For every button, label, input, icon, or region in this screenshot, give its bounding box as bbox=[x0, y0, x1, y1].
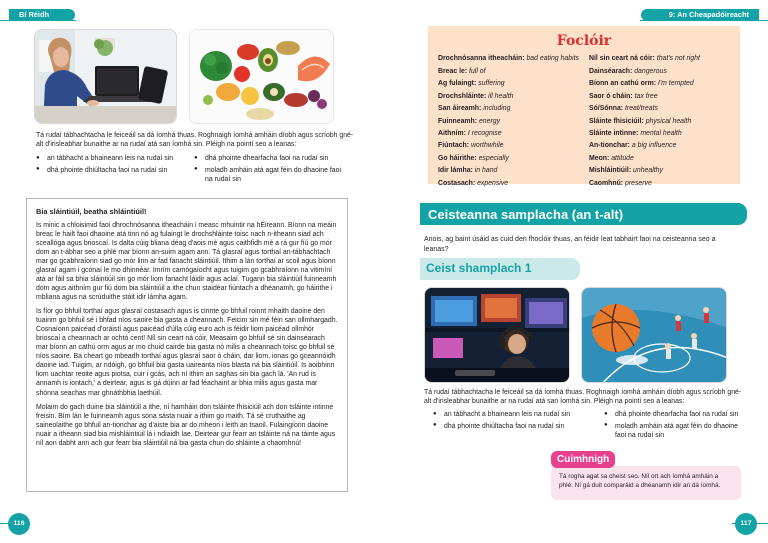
glossary-term: Sláinte intinne: bbox=[589, 129, 639, 137]
list-item: ● moladh amháin atá agat féin do dhaoine faoi na rudaí sin bbox=[604, 423, 744, 441]
section-heading: Ceisteanna samplacha (an t-alt) bbox=[420, 203, 747, 225]
glossary-meaning: energy bbox=[478, 117, 501, 125]
glossary-term: Mishláintiúil: bbox=[589, 167, 632, 175]
page-number-right: 117 bbox=[735, 513, 757, 535]
list-item: ● an tábhacht a bhaineann leis na rudaí sin bbox=[433, 411, 593, 420]
glossary-term: Ag fulaingt: bbox=[438, 80, 477, 88]
essay-title: Bia sláintiúil, beatha shláintiúil! bbox=[36, 207, 147, 216]
glossary-meaning: bad eating habits bbox=[526, 55, 579, 63]
glossary-entry bbox=[589, 128, 730, 140]
glossary-meaning: I'm tempted bbox=[657, 80, 694, 88]
glossary-term: Bíonn an cathú orm: bbox=[589, 80, 656, 88]
glossary-term: San áireamh: bbox=[438, 105, 482, 113]
glossary-meaning: in hand bbox=[474, 167, 498, 175]
glossary-meaning: attitude bbox=[611, 154, 634, 162]
list-item: ● moladh amháin atá agat féin do dhaoine faoi na rudaí sin bbox=[194, 167, 344, 185]
list-item: ● dhá phointe dhiúltacha faoi na rudaí sin bbox=[36, 167, 186, 176]
section-question: Anois, ag baint úsáid as cuid den fhoclóir thuas, an féidir leat tabhairt faoi na ceisteanna seo a leanas? bbox=[424, 236, 716, 253]
list-item: ● an tábhacht a bhaineann leis na rudaí sin bbox=[36, 155, 186, 164]
glossary-column-2 bbox=[589, 53, 730, 189]
glossary-entry bbox=[438, 91, 579, 103]
glossary-meaning: including bbox=[483, 105, 511, 113]
glossary-entry bbox=[589, 91, 730, 103]
healthy-food-photo bbox=[189, 29, 334, 124]
glossary-term: Saor ó cháin: bbox=[589, 92, 633, 100]
basketball-illustration bbox=[582, 288, 727, 383]
glossary-meaning: preserve bbox=[625, 179, 652, 187]
glossary-meaning: dangerous bbox=[634, 67, 667, 75]
glossary-title: Foclóir bbox=[556, 33, 612, 49]
glossary-term: Breac le: bbox=[438, 67, 468, 75]
running-head-right: 9: An Cheapadóireacht bbox=[641, 9, 759, 21]
glossary-term: Go háirithe: bbox=[438, 154, 477, 162]
right-bullets-col2 bbox=[604, 411, 744, 444]
glossary-entry bbox=[589, 66, 730, 78]
glossary-term: Drochnósanna itheacháin: bbox=[438, 55, 525, 63]
glossary-term: Fiúntach: bbox=[438, 142, 470, 150]
glossary-meaning: especially bbox=[478, 154, 509, 162]
glossary-meaning: physical health bbox=[645, 117, 692, 125]
glossary-term: Níl sin ceart ná cóir: bbox=[589, 55, 655, 63]
glossary-entry bbox=[589, 165, 730, 177]
reminder-text: Tá rogha agat sa cheist seo. Níl ort ach íomhá amháin a phlé. Ní gá duit comparáid a dhéanamh idir an dá íomhá. bbox=[559, 473, 721, 489]
glossary-meaning: a big influence bbox=[631, 142, 677, 150]
gamer-photo bbox=[424, 287, 570, 383]
glossary-entry bbox=[589, 78, 730, 90]
basketball-photo bbox=[581, 287, 727, 383]
right-caption: Tá rudaí tábhachtacha le feiceáil sa dá íomhá thuas. Roghnaigh íomhá amháin díobh agus scríobh gné-alt d'irisleabhar bunaithe ar na rudaí atá san íomhá sin. Pléigh na pointí seo a leanas: bbox=[424, 389, 742, 406]
office-worker-photo bbox=[34, 29, 177, 124]
glossary-term: Dainséarach: bbox=[589, 67, 633, 75]
glossary-entry bbox=[438, 140, 579, 152]
glossary-entry bbox=[438, 165, 579, 177]
glossary-entry bbox=[438, 116, 579, 128]
glossary-meaning: suffering bbox=[478, 80, 505, 88]
glossary-entry bbox=[589, 140, 730, 152]
office-worker-illustration bbox=[35, 30, 177, 124]
glossary-term: Idir lámha: bbox=[438, 167, 473, 175]
glossary-entry bbox=[438, 53, 579, 65]
sample-essay-box bbox=[26, 198, 348, 492]
list-item: ● dhá phointe dhearfacha faoi na rudaí sin bbox=[604, 411, 744, 420]
glossary-meaning: full of bbox=[469, 67, 486, 75]
glossary-entry bbox=[438, 66, 579, 78]
glossary-entry bbox=[589, 178, 730, 190]
healthy-food-illustration bbox=[190, 30, 334, 124]
glossary-entry bbox=[438, 178, 579, 190]
glossary-entry bbox=[589, 153, 730, 165]
glossary-meaning: treat/treats bbox=[625, 105, 658, 113]
essay-paragraph-1: Is minic a chloisimid faoi dhrochnósanna itheacháin i measc mhuintir na hÉireann. Bíonn na meáin breac le hailt faoi dhaoine atá tinn nó ag fulaingt le drochshláinte toisc nach n-itheann siad ach sceallóga agus brioscaí. Is dalta cúig bliana déag d'aois mé agus caithfidh mé a rá gur fíú go mór dom an t-ábhar seo a phlé mar bíonn an-suim agam ann. Tá glasraí agus torthaí an-tábhachtach mar go gcabhraíonn siad go mór linn ar fad fanacht sláintiúil. Ithim a lán torthaí ar scoil agus bíonn glasraí agam i gcónaí le mo dhinnéar. Imrím camógaíocht agus tuigim go gcabhraíonn na vitimíní atá ar fáil sa bhia sláintiúil sin go mór liom fanacht láidir agus aclaí. Tugann bia sláintiúil fuinneamh dom agus aithním gur fiú dom bia sláintiúil a ithe chun staidéar fiúntach a dhéanamh, go háirithe i mbliana agus na scrúduithe stáit idir lámha agam. bbox=[36, 221, 337, 302]
reminder-note bbox=[551, 466, 741, 500]
glossary-term: Aithním: bbox=[438, 129, 466, 137]
list-item: ● dhá phointe dhearfacha faoi na rudaí sin bbox=[194, 155, 344, 164]
glossary-term: Meon: bbox=[589, 154, 610, 162]
example-heading: Ceist shamplach 1 bbox=[420, 258, 580, 280]
left-bullets-col1 bbox=[36, 155, 186, 179]
glossary-meaning: ill health bbox=[488, 92, 514, 100]
glossary-term: Fuinneamh: bbox=[438, 117, 478, 125]
glossary-entry bbox=[438, 78, 579, 90]
gamer-illustration bbox=[425, 288, 570, 383]
glossary-term: An-tionchar: bbox=[589, 142, 630, 150]
right-bullets-col1 bbox=[433, 411, 593, 435]
glossary-entry bbox=[438, 103, 579, 115]
glossary-meaning: tax free bbox=[634, 92, 658, 100]
glossary-entry bbox=[589, 103, 730, 115]
glossary-meaning: I recognise bbox=[467, 129, 502, 137]
glossary-term: Drochshláinte: bbox=[438, 92, 487, 100]
running-head-left: Bí Réidh bbox=[9, 9, 75, 21]
glossary-term: Só/Sónna: bbox=[589, 105, 624, 113]
list-item: ● dhá phointe dhiúltacha faoi na rudaí sin bbox=[433, 423, 593, 432]
glossary-entry bbox=[438, 153, 579, 165]
glossary-meaning: worthwhile bbox=[470, 142, 504, 150]
left-caption: Tá rudaí tábhachtacha le feiceáil sa dá íomhá thuas. Roghnaigh íomhá amháin díobh agus scríobh gné-alt d'irisleabhar bunaithe ar na rudaí atá san íomhá sin. Pléigh na pointí seo a leanas: bbox=[36, 132, 354, 149]
glossary-entry bbox=[589, 53, 730, 65]
glossary-meaning: expensive bbox=[477, 179, 509, 187]
left-bullets-col2 bbox=[194, 155, 344, 188]
glossary-meaning: unhealthy bbox=[633, 167, 663, 175]
essay-paragraph-3: Molaim do gach duine bia sláintiúil a ithe, ní hamháin don tsláinte fhisiciúil ach don tsláinte intinne freisin. Bím lán le fuinneamh agus sona sásta nuair a ithim go maith. Tá sé cruthaithe ag saineolaithe go bhfuil an-tionchar ag d'aiste bia ar do mheon i leith an tsaoil. Fulaingíonn daoine nuair a itheann siad bia mishláintiúil lá i ndiaidh lae. Deirtear gur fearr an tsláinte ná na táinte agus níl aon dabht ann ach gur fearr bia sláintiúil ná bia gasta chun do shláinte a chaomhnú! bbox=[36, 403, 336, 447]
glossary-column-1 bbox=[438, 53, 579, 189]
page-number-left: 116 bbox=[8, 513, 30, 535]
glossary-term: Sláinte fhisiciúil: bbox=[589, 117, 644, 125]
reminder-title: Cuimhnigh bbox=[551, 451, 615, 468]
glossary-term: Costasach: bbox=[438, 179, 476, 187]
glossary-meaning: mental health bbox=[640, 129, 682, 137]
essay-paragraph-2: Is fíor go bhfuil torthaí agus glasraí costasach agus is cinnte go bhfuil roinnt mhaith daoine den tuairim go bhfuil sé i bhfad níos saoire bia gasta a cheannach. Feicim sin mé féin san ollmhargadh. Cosnaíonn paicéad d'oráistí agus paicéad d'úlla cúig euro ach is féidir liom paicéad ollmhór brioscaí a cheannach ar ochtó cent! Níl sin ceart ná cóir. Measaim go bhfuil sé sin dainséarach mar bíonn an cathú orm agus ar mo chuid cairde bia gasta nó milis a cheannach toisc go bhfuil sé níos saoire. Ba cheart go mbeadh torthaí agus glasraí saor ó cháin, dar liom, ionas go gceannóidh daoine iad. Tuigim, ar ndóigh, go bhfuil bia gasta uaireanta níos blasta ná bia sláintiúil. Is aoibhinn liom uachtar reoite agus piotsa, cuir i gcás, ach ní ithim an saghas sin bia gach lá. 'An rud is annamh is iontach,' a deirtear, agus is gá dúinn ar fad féachaint ar bhia milis agus gasta mar shónna seachas mar ghnáthbhia laethúil. bbox=[36, 308, 338, 397]
glossary-entry bbox=[589, 116, 730, 128]
glossary-meaning: that's not right bbox=[656, 55, 700, 63]
glossary-term: Caomhnú: bbox=[589, 179, 624, 187]
glossary-box bbox=[428, 26, 740, 187]
glossary-entry bbox=[438, 128, 579, 140]
